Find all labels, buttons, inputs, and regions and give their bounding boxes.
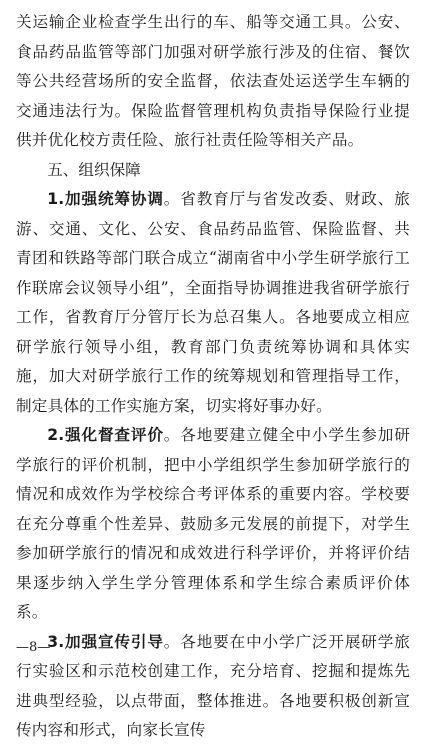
paragraph-publicity-text: 。各地要在中小学广泛开展研学旅行实验区和示范校创建工作，充分培育、挖掘和提炼先进典型经验，以点带面，整体推进。各地要积极创新宣传内容和形式，向家长宣传 [16,632,410,739]
paragraph-continued: 关运输企业检查学生出行的车、船等交通工具。公安、食品药品监管等部门加强对研学旅行涉及的住宿、餐饮等公共经营场所的安全监督，依法查处运送学生车辆的交通违法行为。保险监督管理机构负责指导保险行业提供并优化校方责任险、旅行社责任险等相关产品。 [16,13,410,149]
paragraph-coordination-title: 1.加强统筹协调 [47,190,164,208]
paragraph-coordination [16,185,410,421]
paragraph-publicity [16,628,410,746]
page-number: —8— [16,640,51,655]
paragraph-evaluation-text: 。各地要建立健全中小学生参加研学旅行的评价机制，把中小学组织学生参加研学旅行的情况和成效作为学校综合考评体系的重要内容。学校要在充分尊重个性差异、鼓励多元发展的前提下，对学生参加研学旅行的情况和成效进行科学评价，并将评价结果逐步纳入学生学分管理体系和学生综合素质评价体系。 [16,426,410,621]
paragraph-evaluation-title: 2.强化督查评价 [47,426,164,444]
paragraph-publicity-title: 3.加强宣传引导 [47,632,164,651]
paragraph-coordination-text: 。省教育厅与省发改委、财政、旅游、交通、文化、公安、食品药品监管、保险监督、共青团和铁路等部门联合成立“湖南省中小学生研学旅行工作联席会议领导小组”，全面指导协调推进我省研学旅行工作，省教育厅分管厅长为总召集人。各地要成立相应研学旅行领导小组，教育部门负责统筹协调和具体实施，加大对研学旅行工作的统筹规划和管理指导工作，制定具体的工作实施方案，切实将好事办好。 [16,190,410,415]
paragraph-evaluation [16,421,410,628]
document-page [16,8,410,746]
section-heading: 五、组织保障 [47,160,141,179]
